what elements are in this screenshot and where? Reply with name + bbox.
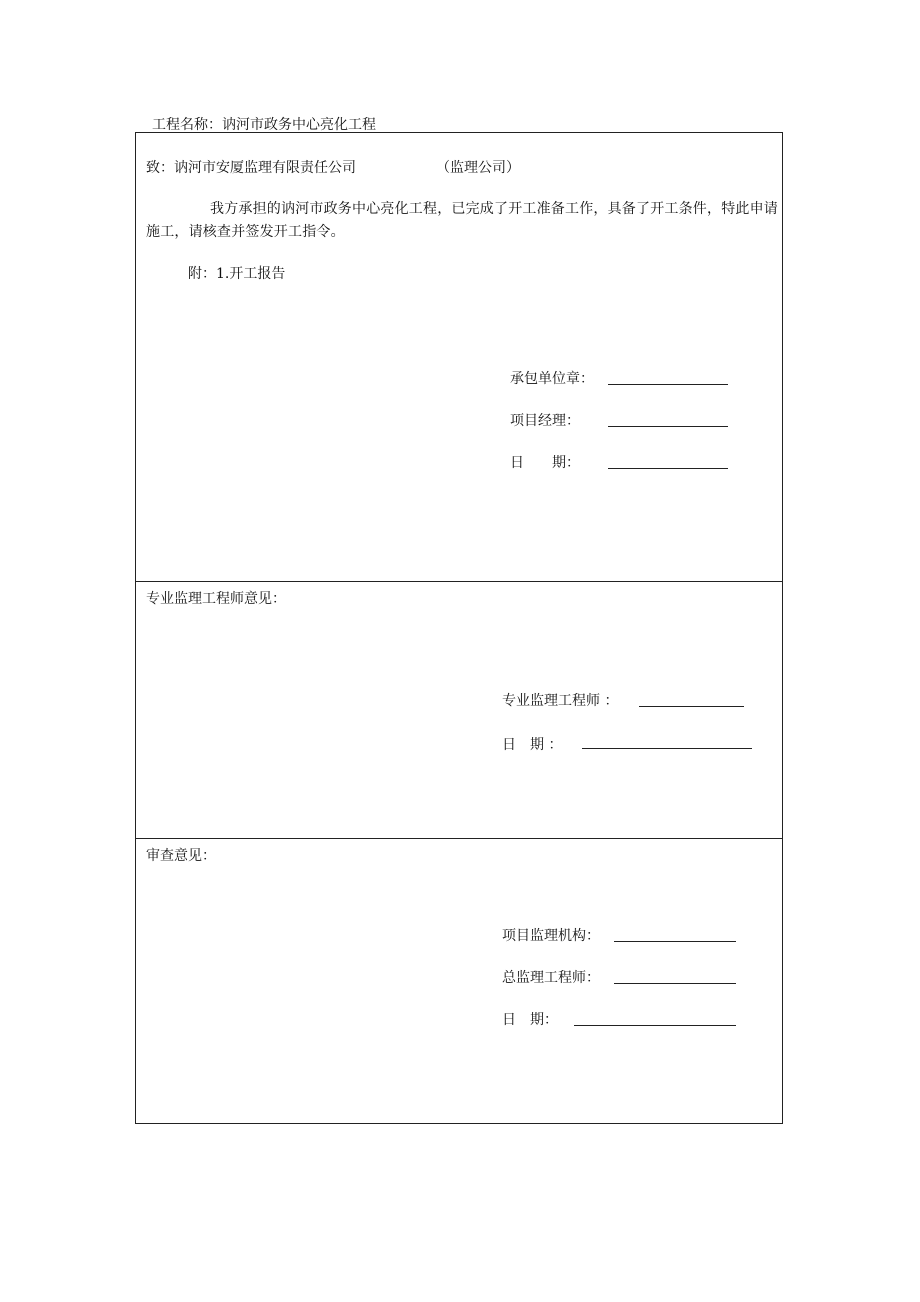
- application-section: [136, 133, 782, 581]
- application-date-line: [608, 468, 728, 469]
- application-date-label: 日 期：: [510, 455, 580, 471]
- engineer-opinion-title: 专业监理工程师意见：: [146, 591, 286, 607]
- addressee-type: （监理公司）: [436, 160, 520, 176]
- engineer-signature-line: [639, 706, 744, 707]
- supervision-org-label: 项目监理机构：: [502, 928, 600, 944]
- engineer-signature-label: 专业监理工程师 ：: [502, 693, 619, 709]
- review-opinion-title: 审查意见：: [146, 848, 216, 864]
- supervision-org-line: [614, 941, 736, 942]
- project-manager-line: [608, 426, 728, 427]
- contractor-seal-line: [608, 384, 728, 385]
- review-opinion-section: [136, 838, 782, 1125]
- chief-engineer-line: [614, 983, 736, 984]
- engineer-date-line: [582, 748, 752, 749]
- project-manager-label: 项目经理：: [510, 413, 580, 429]
- application-body: 我方承担的讷河市政务中心亮化工程，已完成了开工准备工作，具备了开工条件，特此申请施工，请核查并签发开工指令。: [146, 201, 778, 240]
- engineer-opinion-section: [136, 581, 782, 838]
- project-name: 工程名称：讷河市政务中心亮化工程: [152, 117, 376, 133]
- review-date-label: 日 期：: [502, 1012, 558, 1028]
- contractor-seal-label: 承包单位章：: [510, 371, 594, 387]
- addressee: 致：讷河市安厦监理有限责任公司: [146, 160, 356, 176]
- chief-engineer-label: 总监理工程师：: [502, 970, 600, 986]
- start-application-form: [135, 132, 783, 1124]
- engineer-date-label: 日 期 ：: [502, 737, 563, 753]
- attachment-list: 附：1.开工报告: [188, 266, 286, 282]
- review-date-line: [574, 1025, 736, 1026]
